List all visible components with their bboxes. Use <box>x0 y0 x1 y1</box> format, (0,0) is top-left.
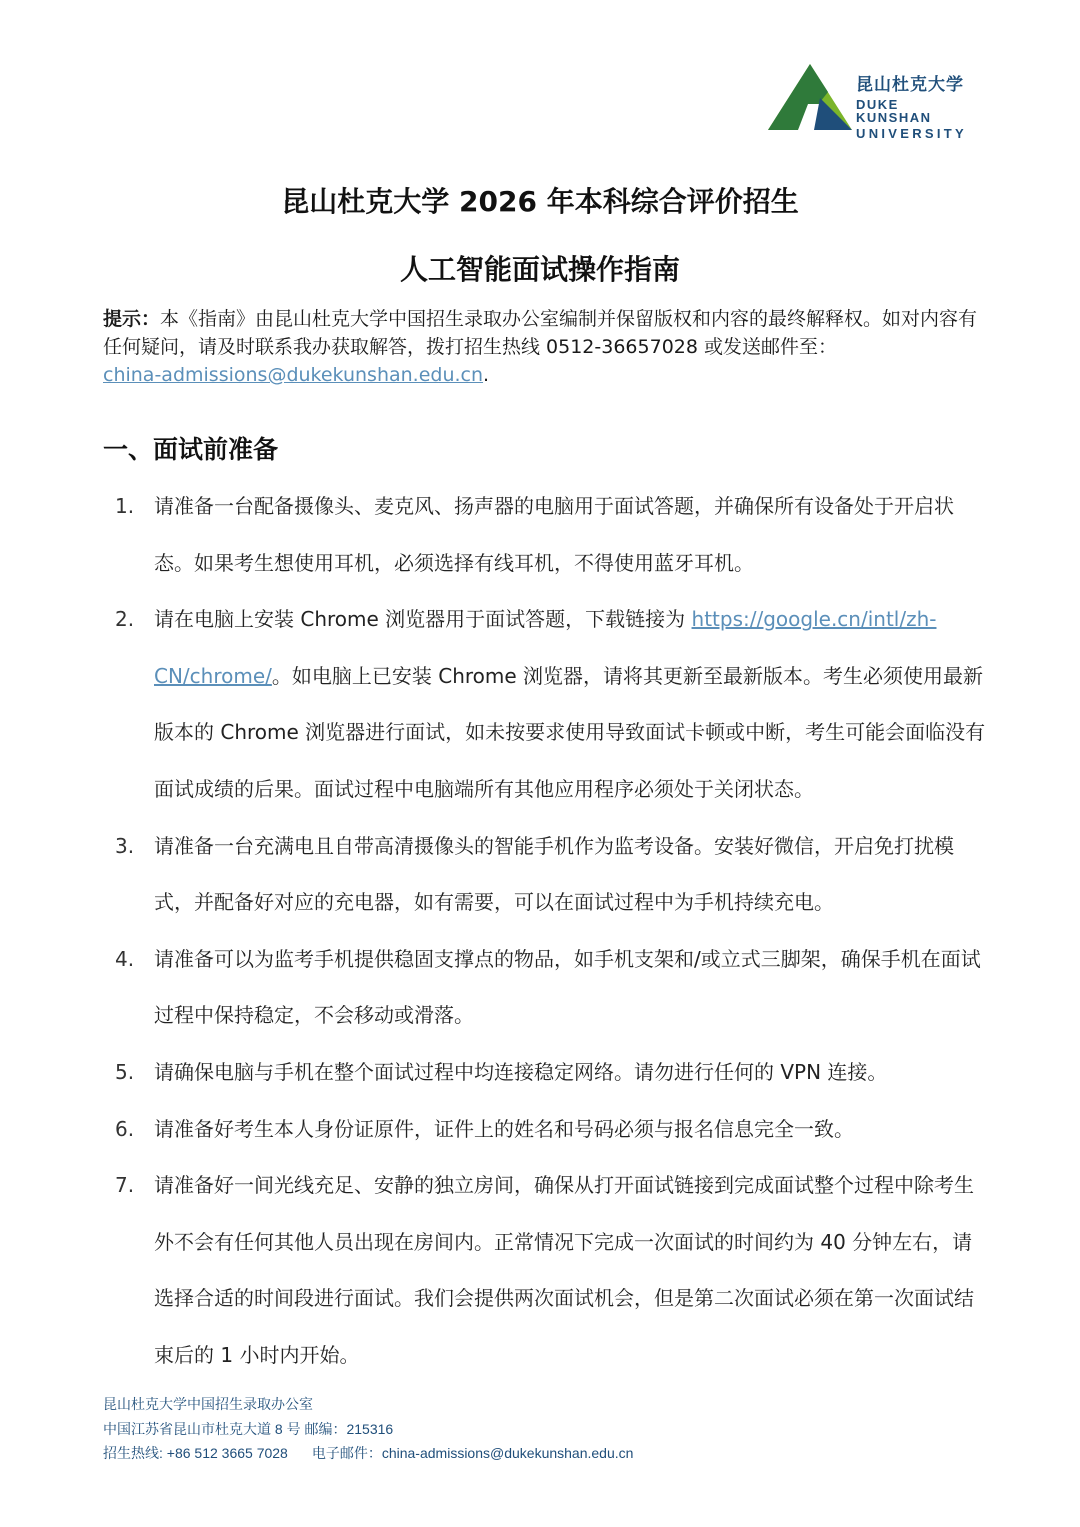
section-heading-preparation: 一、面试前准备 <box>103 435 279 464</box>
list-item <box>110 1101 990 1158</box>
list-item-number: 4. <box>115 946 135 971</box>
list-item-number: 5. <box>115 1059 135 1084</box>
list-item-text-after: 。如电脑上已安装 Chrome 浏览器，请将其更新至最新版本。考生必须使用最新版本的 Chrome 浏览器进行面试，如未按要求使用导致面试卡顿或中断，考生可能会面临没有面试成绩的后果。面试过程中电脑端所有其他应用程序必须处于关闭状态。 <box>154 663 986 801</box>
list-item-text-before: 请在电脑上安装 Chrome 浏览器用于面试答题，下载链接为 <box>154 607 692 632</box>
university-logo <box>768 62 978 141</box>
list-item-text: 请准备好一间光线充足、安静的独立房间，确保从打开面试链接到完成面试整个过程中除考生外不会有任何其他人员出现在房间内。正常情况下完成一次面试的时间约为 40 分钟左右，请选择合适的时间段进行面试。我们会提供两次面试机会，但是第二次面试必须在第一次面试结束后的 1 小时内开始。 <box>154 1173 974 1367</box>
logo-wordmark <box>856 76 978 140</box>
page-footer <box>103 1392 633 1466</box>
footer-office: 昆山杜克大学中国招生录取办公室 <box>103 1396 313 1412</box>
list-item-number: 6. <box>115 1116 135 1141</box>
footer-hotline: 招生热线: +86 512 3665 7028 <box>103 1445 288 1461</box>
list-item-number: 2. <box>115 607 135 632</box>
list-item-text: 请准备好考生本人身份证原件，证件上的姓名和号码必须与报名信息完全一致。 <box>154 1116 854 1141</box>
document-title: 昆山杜克大学 2026 年本科综合评价招生 <box>281 185 799 218</box>
notice-end: . <box>483 364 490 386</box>
logo-name-en-line1: DUKE KUNSHAN <box>856 97 932 125</box>
list-item-number: 7. <box>115 1173 135 1198</box>
list-item <box>110 591 990 817</box>
list-item-text: 请准备可以为监考手机提供稳固支撑点的物品，如手机支架和/或立式三脚架，确保手机在面试过程中保持稳定，不会移动或滑落。 <box>154 946 981 1028</box>
list-item-text: 请准备一台充满电且自带高清摄像头的智能手机作为监考设备。安装好微信，开启免打扰模式，并配备好对应的充电器，如有需要，可以在面试过程中为手机持续充电。 <box>154 833 954 915</box>
logo-mountain-icon <box>768 62 852 132</box>
notice-paragraph <box>103 305 983 389</box>
footer-contact <box>103 1441 633 1466</box>
logo-name-cn: 昆山杜克大学 <box>856 75 964 94</box>
footer-address: 中国江苏省昆山市杜克大道 8 号 邮编：215316 <box>103 1420 394 1437</box>
preparation-list <box>110 478 990 1384</box>
footer-email[interactable]: 电子邮件：china-admissions@dukekunshan.edu.cn <box>311 1445 634 1461</box>
list-item-number: 1. <box>115 494 135 518</box>
list-item <box>110 1157 990 1383</box>
notice-email-link[interactable]: china-admissions@dukekunshan.edu.cn <box>103 364 484 386</box>
list-item <box>110 818 990 931</box>
list-item <box>110 478 990 591</box>
logo-name-en-line2: UNIVERSITY <box>856 126 968 141</box>
list-item <box>110 931 990 1044</box>
list-item-text: 请确保电脑与手机在整个面试过程中均连接稳定网络。请勿进行任何的 VPN 连接。 <box>154 1059 888 1084</box>
document-subtitle: 人工智能面试操作指南 <box>399 253 680 286</box>
notice-label: 提示： <box>103 308 161 330</box>
list-item-text: 请准备一台配备摄像头、麦克风、扬声器的电脑用于面试答题，并确保所有设备处于开启状态。如果考生想使用耳机，必须选择有线耳机，不得使用蓝牙耳机。 <box>154 494 954 575</box>
chrome-download-link[interactable]: https://google.cn/intl/zh-CN/chrome/ <box>154 607 937 688</box>
list-item-number: 3. <box>115 833 135 858</box>
list-item <box>110 1044 990 1101</box>
notice-text: 本《指南》由昆山杜克大学中国招生录取办公室编制并保留版权和内容的最终解释权。如对内容有任何疑问，请及时联系我办获取解答，拨打招生热线 0512-36657028 或发送邮件至： <box>103 308 978 358</box>
